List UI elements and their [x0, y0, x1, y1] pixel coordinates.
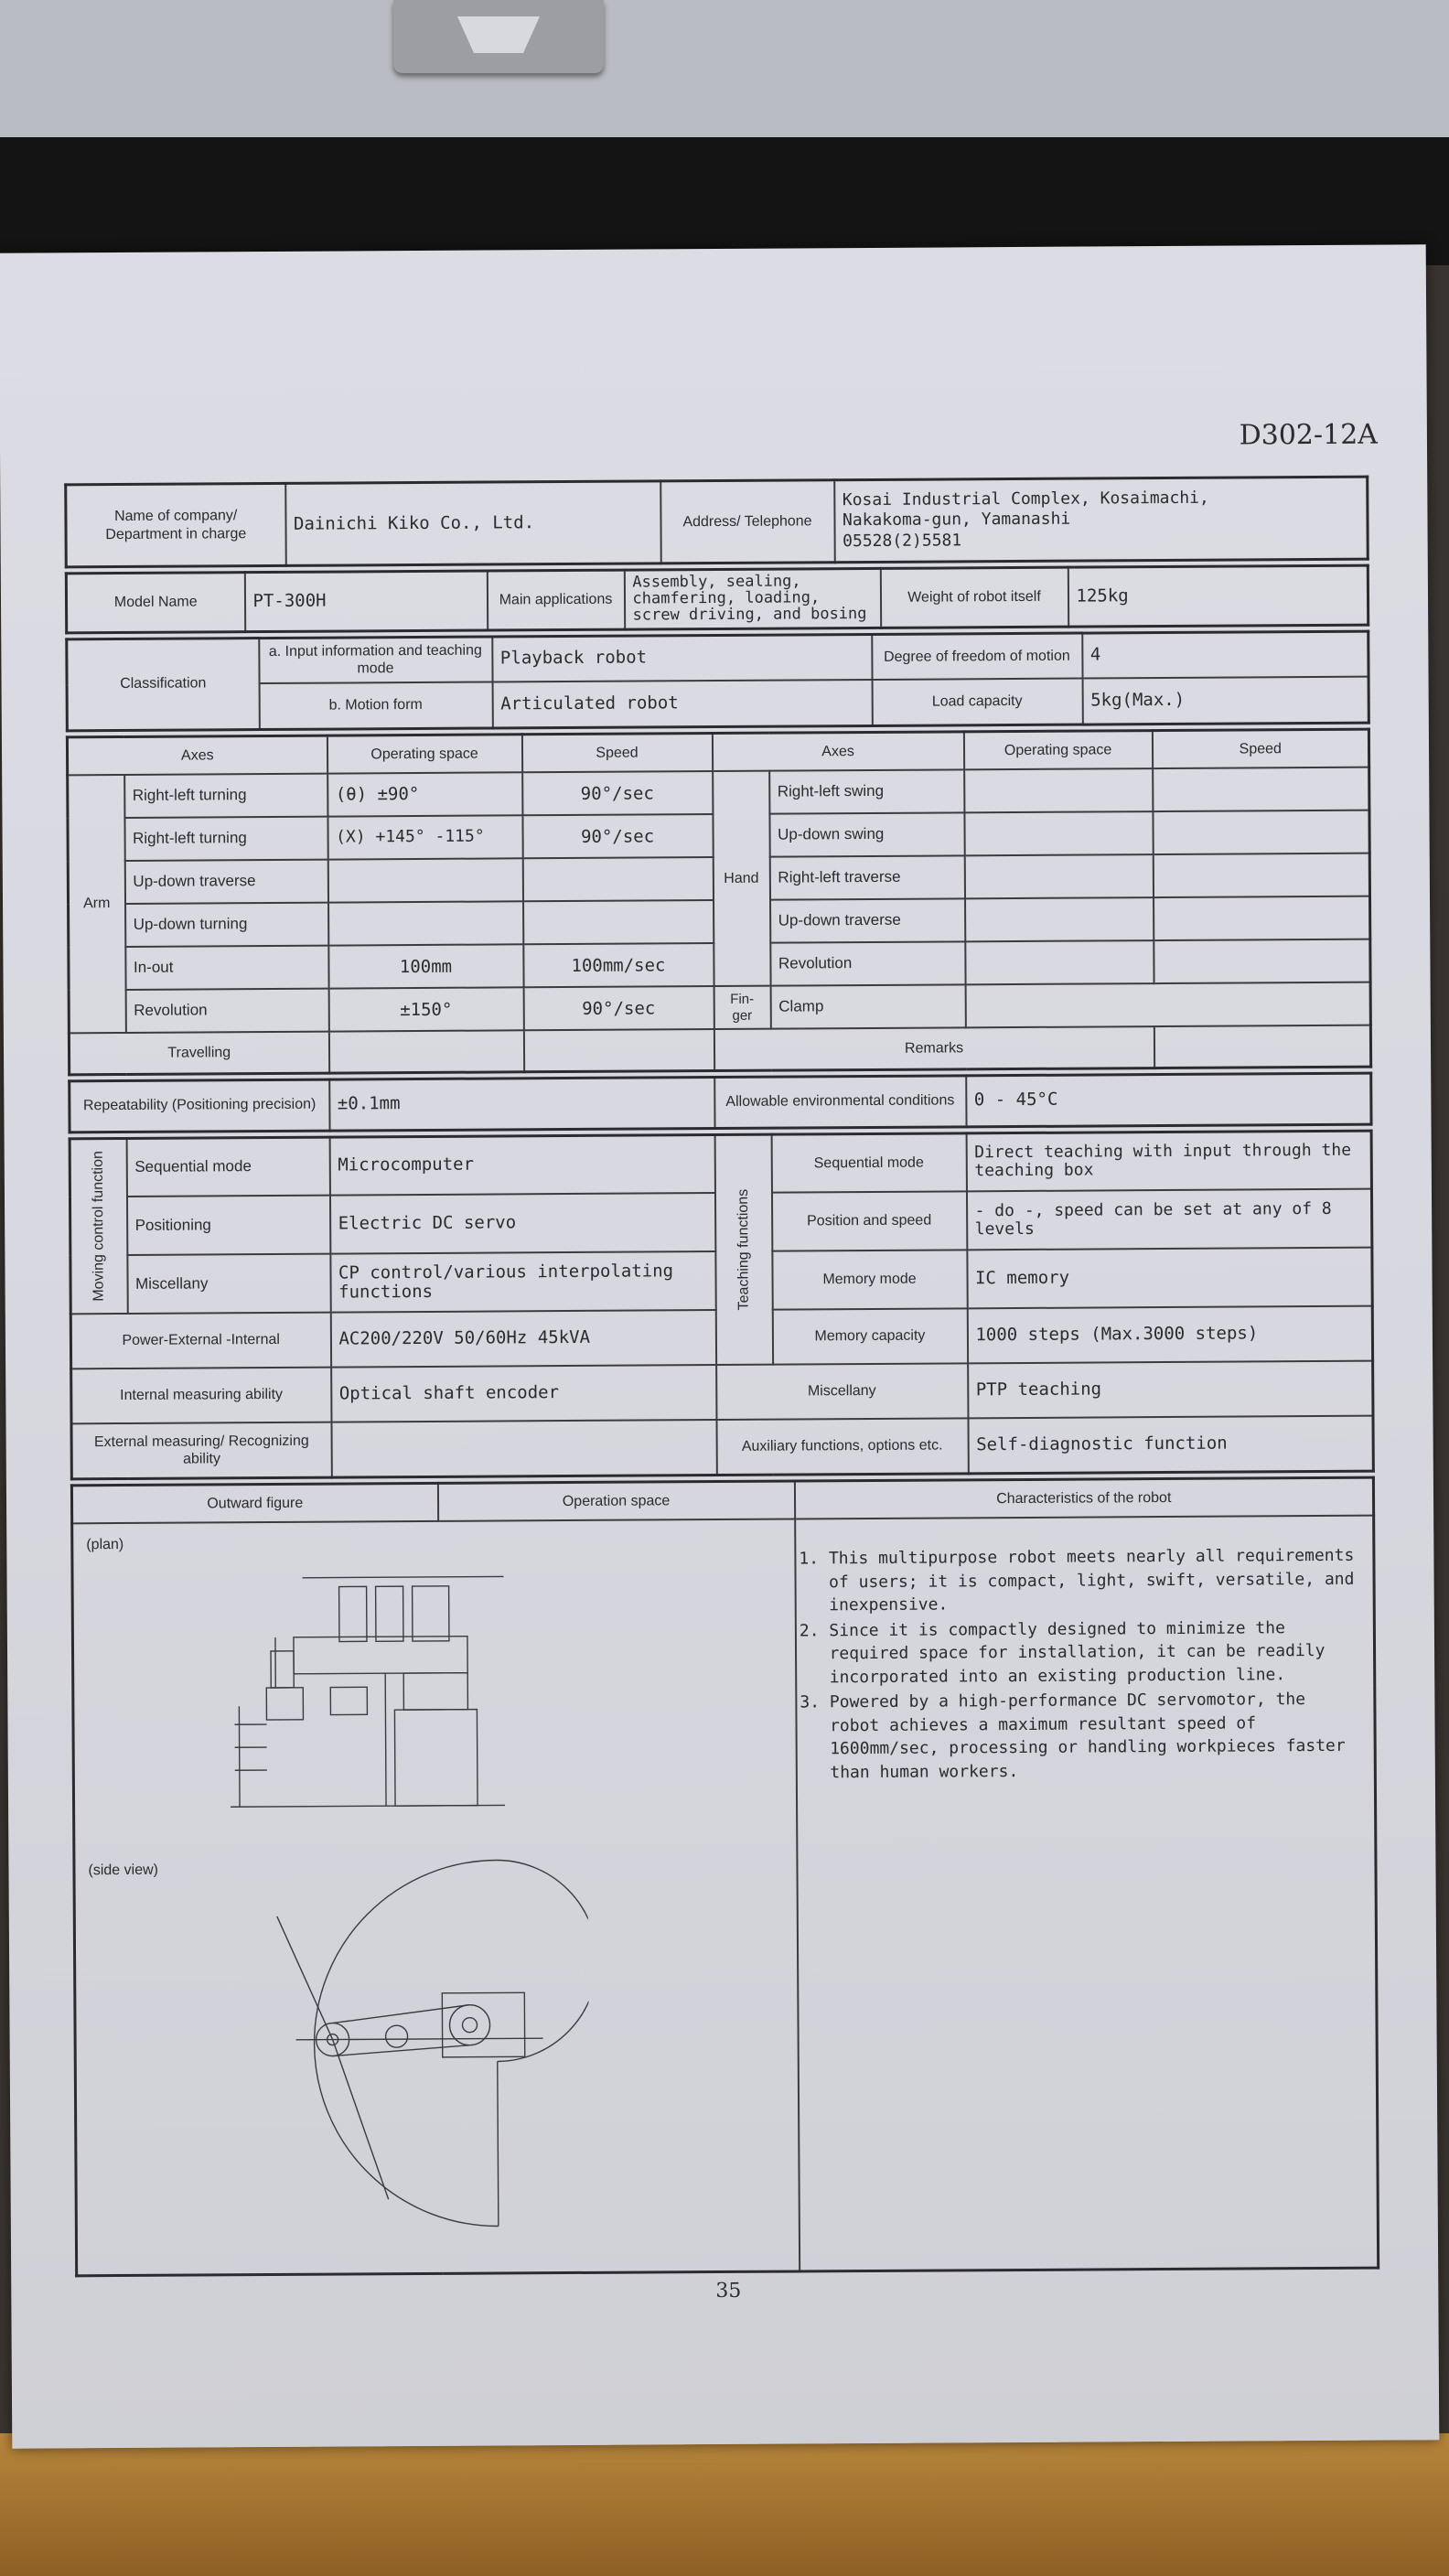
auxiliary-value: Self-diagnostic function [968, 1416, 1373, 1474]
teaching-misc-value: PTP teaching [968, 1361, 1373, 1419]
company-name: Dainichi Kiko Co., Ltd. [285, 481, 661, 566]
remarks-label: Remarks [714, 1026, 1154, 1070]
control-row-value: Microcomputer [329, 1134, 714, 1196]
external-measuring-label: External measuring/ Recognizing ability [71, 1422, 331, 1479]
travelling-label: Travelling [69, 1032, 328, 1075]
moving-control-label-cell [70, 1138, 127, 1314]
arm-axis-name: In-out [125, 946, 328, 990]
address-line-1: Kosai Industrial Complex, Kosaimachi, [842, 488, 1209, 510]
auxiliary-label: Auxiliary functions, options etc. [716, 1418, 968, 1475]
outward-figure-header: Outward figure [71, 1483, 437, 1523]
internal-measuring-label: Internal measuring ability [71, 1368, 331, 1424]
arm-axis-space: (θ) ±90° [327, 772, 522, 816]
clamp-value [965, 982, 1370, 1028]
address-line-2: Nakakoma-gun, Yamanashi [842, 509, 1071, 531]
hand-axis-space [965, 940, 1154, 984]
arm-axis-name: Right-left turning [124, 774, 327, 818]
figure-canvas [73, 1520, 798, 2275]
internal-measuring-value: Optical shaft encoder [331, 1365, 716, 1422]
operating-space-header: Operating space [327, 734, 521, 773]
teaching-row-name: Sequential mode [771, 1132, 966, 1192]
background-wall [0, 0, 1449, 137]
weight-value: 125kg [1068, 565, 1368, 627]
characteristic-item: 1. This multipurpose robot meets nearly all requirements of users; it is compact, light, swift, versatile, and inexpensive. [829, 1544, 1360, 1617]
teaching-row-name: Memory capacity [772, 1308, 967, 1364]
applications-label: Main applications [487, 570, 624, 629]
arm-axis-space: 100mm [328, 944, 523, 988]
control-row-name: Miscellany [127, 1254, 330, 1314]
hand-axis-name: Right-left swing [769, 769, 964, 813]
arm-label: Arm [68, 775, 126, 1033]
environment-label: Allowable environmental conditions [714, 1075, 966, 1128]
teaching-misc-label: Miscellany [716, 1363, 968, 1420]
characteristics-header: Characteristics of the robot [794, 1477, 1373, 1519]
control-row-value: Electric DC servo [329, 1193, 714, 1254]
dof-value: 4 [1082, 631, 1368, 679]
characteristic-item: 2. Since it is compactly designed to minimize the required space for installation, it can be readily incorporated into an existing production line. [829, 1615, 1360, 1689]
classification-block [65, 629, 1370, 732]
repeatability-value: ±0.1mm [329, 1077, 714, 1131]
characteristics-area [795, 1516, 1379, 2271]
arm-axis-name: Revolution [125, 989, 328, 1033]
control-row-name: Positioning [126, 1196, 329, 1255]
binder-clip [393, 0, 604, 73]
address-label: Address/ Telephone [660, 480, 835, 564]
address-cell [834, 477, 1368, 563]
arm-axis-name: Right-left turning [124, 817, 327, 861]
hand-speed-header: Speed [1152, 729, 1368, 768]
arm-axis-speed: 100mm/sec [523, 943, 714, 987]
arm-axis-speed [523, 900, 714, 944]
side-view-label: (side view) [88, 1862, 159, 1879]
load-capacity-label: Load capacity [872, 679, 1082, 725]
clamp-label: Clamp [770, 984, 965, 1028]
hand-axis-name: Right-left traverse [769, 855, 964, 899]
speed-header: Speed [521, 733, 712, 772]
control-teaching-block [69, 1129, 1375, 1480]
characteristics-list [796, 1544, 1361, 1785]
plan-label: (plan) [86, 1537, 124, 1553]
spec-form [64, 476, 1379, 2281]
model-block [65, 564, 1369, 634]
motion-form-label: b. Motion form [259, 682, 492, 730]
document-id: D302-12A [1239, 418, 1379, 452]
arm-axis-speed: 90°/sec [522, 814, 713, 858]
control-row-value: CP control/various interpolating functions [330, 1251, 715, 1313]
hand-axis-speed [1154, 896, 1370, 940]
axes-table [66, 727, 1372, 1076]
power-label: Power-External -Internal [70, 1313, 330, 1369]
company-block [64, 476, 1369, 569]
hand-axis-name: Up-down traverse [770, 898, 965, 942]
teaching-row-name: Memory mode [772, 1250, 967, 1309]
arm-axis-name: Up-down turning [125, 903, 328, 947]
repeatability-label: Repeatability (Positioning precision) [70, 1079, 329, 1132]
input-mode-value: Playback robot [492, 634, 872, 682]
figure-area [72, 1519, 800, 2276]
axes-header: Axes [67, 735, 327, 776]
load-capacity-value: 5kg(Max.) [1082, 677, 1368, 724]
teaching-label-cell [714, 1134, 773, 1365]
hand-axis-speed [1153, 810, 1369, 854]
arm-axis-name: Up-down traverse [124, 860, 327, 904]
moving-control-label: Moving control function [90, 1151, 107, 1302]
side-view-drawing [240, 1841, 590, 2237]
plan-drawing [210, 1549, 542, 1825]
page-number: 35 [715, 2279, 742, 2303]
hand-axis-speed [1154, 939, 1370, 983]
operation-space-header: Operation space [437, 1481, 794, 1521]
arm-axis-speed: 90°/sec [523, 986, 714, 1030]
telephone: 05528(2)5581 [843, 531, 962, 551]
hand-axis-space [964, 854, 1153, 898]
control-row-name: Sequential mode [126, 1137, 329, 1197]
hand-label: Hand [713, 771, 770, 986]
characteristic-item: 3. Powered by a high-performance DC servomotor, the robot achieves a maximum resultant speed of 1600mm/sec, processing or handling workpieces faster than human workers. [830, 1688, 1361, 1785]
document-page [0, 244, 1439, 2448]
hand-axis-speed [1153, 853, 1369, 897]
wooden-table [0, 2433, 1449, 2576]
teaching-functions-label: Teaching functions [735, 1188, 752, 1311]
remarks-value [1154, 1025, 1370, 1068]
input-mode-label: a. Input information and teaching mode [259, 637, 492, 684]
travelling-space [328, 1030, 523, 1072]
arm-axis-speed: 90°/sec [522, 771, 713, 815]
classification-label: Classification [67, 638, 260, 730]
hand-operating-space-header: Operating space [963, 730, 1152, 769]
finger-label: Fin-ger [714, 986, 770, 1029]
external-measuring-value [331, 1420, 716, 1477]
hand-axis-space [965, 897, 1154, 941]
teaching-row-name: Position and speed [771, 1191, 966, 1250]
teaching-row-value: - do -, speed can be set at any of 8 levels [966, 1189, 1371, 1250]
teaching-row-value: IC memory [967, 1248, 1372, 1309]
arm-axis-speed [522, 857, 713, 901]
teaching-row-value: 1000 steps (Max.3000 steps) [967, 1306, 1372, 1364]
teaching-row-value: Direct teaching with input through the teaching box [966, 1131, 1371, 1192]
dof-label: Degree of freedom of motion [872, 633, 1082, 680]
precision-block [68, 1071, 1372, 1133]
hand-axis-space [964, 811, 1153, 855]
arm-axis-space: ±150° [328, 987, 523, 1031]
model-name: PT-300H [244, 571, 487, 631]
applications-value: Assembly, sealing, chamfering, loading, screw driving, and bosing [624, 568, 880, 628]
model-name-label: Model Name [66, 573, 244, 633]
arm-axis-space [328, 901, 523, 945]
power-value: AC200/220V 50/60Hz 45kVA [330, 1310, 715, 1368]
hand-axis-name: Revolution [770, 941, 965, 985]
travelling-speed [523, 1029, 714, 1071]
environment-value: 0 - 45°C [966, 1073, 1371, 1127]
arm-axis-space: (X) +145° -115° [327, 815, 522, 859]
arm-axis-space [327, 858, 522, 902]
figures-block [70, 1476, 1379, 2277]
hand-axis-space [964, 768, 1153, 812]
hand-axis-speed [1153, 767, 1369, 811]
weight-label: Weight of robot itself [880, 567, 1068, 628]
company-name-label: Name of company/ Department in charge [66, 483, 286, 566]
hand-axis-name: Up-down swing [769, 812, 964, 856]
hand-axes-header: Axes [712, 731, 963, 771]
motion-form-value: Articulated robot [492, 680, 872, 728]
